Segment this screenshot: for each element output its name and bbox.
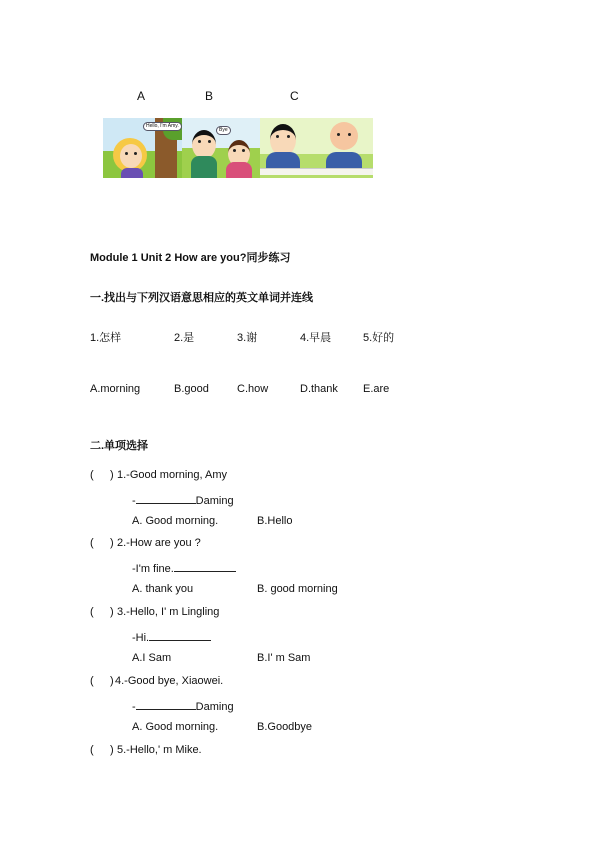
q5-question: 5.-Hello,' m Mike. <box>117 744 202 756</box>
q3-paren-close: ) <box>110 606 114 618</box>
q3-option-b: B.I' m Sam <box>257 652 311 664</box>
q4-option-b: B.Goodbye <box>257 721 313 733</box>
english-word-c: C.how <box>237 383 269 395</box>
picture-label-b: B <box>205 89 214 103</box>
q1-option-b: B.Hello <box>257 515 293 527</box>
q1-answer-suffix: Daming <box>195 495 234 507</box>
speech-bubble-b: Bye <box>216 126 231 135</box>
q1-option-a: A. Good morning. <box>132 515 219 527</box>
panel-c-boys <box>260 118 373 178</box>
q4-question: 4.-Good bye, Xiaowei. <box>115 675 224 687</box>
q4-answer-line <box>132 698 234 713</box>
q1-answer-prefix: - <box>132 495 136 507</box>
q4-answer-suffix: Daming <box>195 701 234 713</box>
q3-paren-open: ( <box>90 606 94 618</box>
q1-paren-close: ) <box>110 469 114 481</box>
q2-paren-open: ( <box>90 537 94 549</box>
q2-answer-blank <box>174 560 236 572</box>
q2-answer-line <box>132 560 236 575</box>
q3-answer-line <box>132 629 211 644</box>
chinese-word-5: 5.好的 <box>363 332 395 344</box>
q2-option-a: A. thank you <box>132 583 194 595</box>
picture-label-c: C <box>290 89 299 103</box>
q3-answer-prefix: -Hi. <box>132 632 150 644</box>
q4-answer-blank <box>136 698 196 710</box>
english-word-d: D.thank <box>300 383 338 395</box>
q5-paren-close: ) <box>110 744 114 756</box>
page-title: Module 1 Unit 2 How are you?同步练习 <box>90 252 291 264</box>
chinese-word-2: 2.是 <box>174 332 195 344</box>
q1-answer-line <box>132 492 234 507</box>
panel-a-amy <box>103 118 182 178</box>
speech-bubble-a: Hello, I'm Amy. <box>143 122 182 131</box>
q4-paren-open: ( <box>90 675 94 687</box>
q4-option-a: A. Good morning. <box>132 721 219 733</box>
english-word-a: A.morning <box>90 383 141 395</box>
q3-question: 3.-Hello, I' m Lingling <box>117 606 220 618</box>
picture-label-a: A <box>137 89 146 103</box>
chinese-word-3: 3.谢 <box>237 332 258 344</box>
chinese-word-1: 1.怎样 <box>90 332 122 344</box>
section2-heading: 二.单项选择 <box>90 440 149 452</box>
section1-heading: 一.找出与下列汉语意思相应的英文单词并连线 <box>90 292 314 304</box>
q4-answer-prefix: - <box>132 701 136 713</box>
q2-question: 2.-How are you ? <box>117 537 201 549</box>
q2-option-b: B. good morning <box>257 583 338 595</box>
q1-paren-open: ( <box>90 469 94 481</box>
q5-paren-open: ( <box>90 744 94 756</box>
q2-answer-prefix: -I'm fine. <box>132 563 174 575</box>
q1-question: 1.-Good morning, Amy <box>117 469 228 481</box>
q3-option-a: A.I Sam <box>132 652 172 664</box>
q1-answer-blank <box>136 492 196 504</box>
chinese-word-4: 4.早晨 <box>300 332 332 344</box>
q2-paren-close: ) <box>110 537 114 549</box>
english-word-e: E.are <box>363 383 390 395</box>
q4-paren-close: ) <box>110 675 114 687</box>
q3-answer-blank <box>149 629 211 641</box>
panel-b-children <box>182 118 260 178</box>
english-word-b: B.good <box>174 383 209 395</box>
